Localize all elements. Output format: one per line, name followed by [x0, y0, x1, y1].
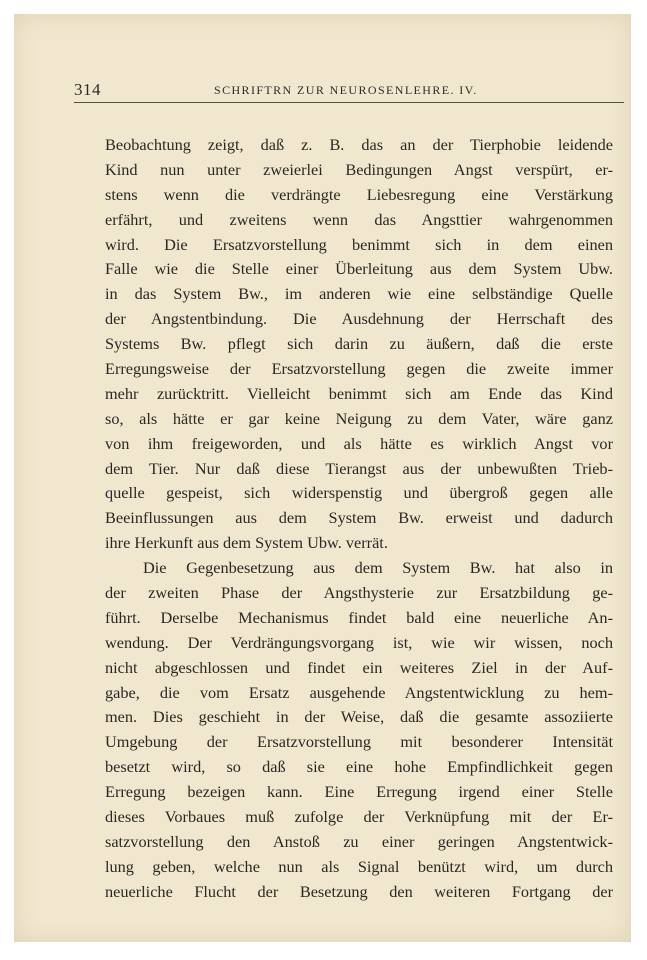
text-line: der zweiten Phase der Angsthysterie zur Ersatzbildung ge- — [105, 583, 613, 603]
text-line: besetzt wird, so daß sie eine hohe Empfindlichkeit gegen — [105, 757, 613, 777]
text-line: von ihm freigeworden, und als hätte es wirklich Angst vor — [105, 433, 613, 453]
text-line: ihre Herkunft aus dem System Ubw. verrät. — [105, 533, 388, 553]
book-page — [14, 14, 631, 942]
text-line: lung geben, welche nun als Signal benützt wird, um durch — [105, 856, 613, 876]
text-line: führt. Derselbe Mechanismus findet bald eine neuerliche An- — [105, 607, 613, 627]
text-line: wird. Die Ersatzvorstellung benimmt sich in dem einen — [105, 234, 613, 254]
text-line: men. Dies geschieht in der Weise, daß die gesamte assoziierte — [105, 707, 613, 727]
text-line: neuerliche Flucht der Besetzung den weiteren Fortgang der — [105, 881, 613, 901]
running-title: SCHRIFTRN ZUR NEUROSENLEHRE. IV. — [214, 83, 478, 97]
text-line: Umgebung der Ersatzvorstellung mit besonderer Intensität — [105, 732, 613, 752]
text-line: mehr zurücktritt. Vielleicht benimmt sich am Ende das Kind — [105, 383, 613, 403]
paragraph-2 — [105, 556, 613, 904]
body-text — [105, 133, 613, 905]
text-line: dem Tier. Nur daß diese Tierangst aus der unbewußten Trieb- — [105, 458, 613, 478]
text-line: wendung. Der Verdrängungsvorgang ist, wie wir wissen, noch — [105, 632, 613, 652]
text-line: erfährt, und zweitens wenn das Angsttier wahrgenommen — [105, 209, 613, 229]
text-line: Kind nun unter zweierlei Bedingungen Angst verspürt, er- — [105, 159, 613, 179]
text-line: Die Gegenbesetzung aus dem System Bw. hat also in — [143, 558, 613, 578]
running-head — [74, 80, 624, 103]
text-line: Beobachtung zeigt, daß z. B. das an der Tierphobie leidende — [105, 135, 613, 154]
text-line: Erregung bezeigen kann. Eine Erregung irgend einer Stelle — [105, 782, 613, 802]
page-number: 314 — [74, 80, 101, 99]
text-line: so, als hätte er gar keine Neigung zu dem Vater, wäre ganz — [105, 408, 613, 428]
text-line: der Angstentbindung. Die Ausdehnung der Herrschaft des — [105, 309, 613, 329]
text-line: stens wenn die verdrängte Liebesregung eine Verstärkung — [105, 184, 613, 204]
text-line: Beeinflussungen aus dem System Bw. erweist und dadurch — [105, 508, 613, 528]
text-line: Erregungsweise der Ersatzvorstellung gegen die zweite immer — [105, 359, 613, 379]
text-line: Falle wie die Stelle einer Überleitung aus dem System Ubw. — [105, 259, 613, 279]
text-line: Systems Bw. pflegt sich darin zu äußern, daß die erste — [105, 334, 613, 354]
paragraph-1 — [105, 133, 613, 556]
text-line: quelle gespeist, sich widerspenstig und übergroß gegen alle — [105, 483, 613, 503]
text-line: satzvorstellung den Anstoß zu einer geringen Angstentwick- — [105, 831, 613, 851]
text-line: dieses Vorbaues muß zufolge der Verknüpfung mit der Er- — [105, 807, 613, 827]
text-line: gabe, die vom Ersatz ausgehende Angstentwicklung zu hem- — [105, 682, 613, 702]
text-line: nicht abgeschlossen und findet ein weiteres Ziel in der Auf- — [105, 657, 613, 677]
text-line: in das System Bw., im anderen wie eine selbständige Quelle — [105, 284, 613, 304]
